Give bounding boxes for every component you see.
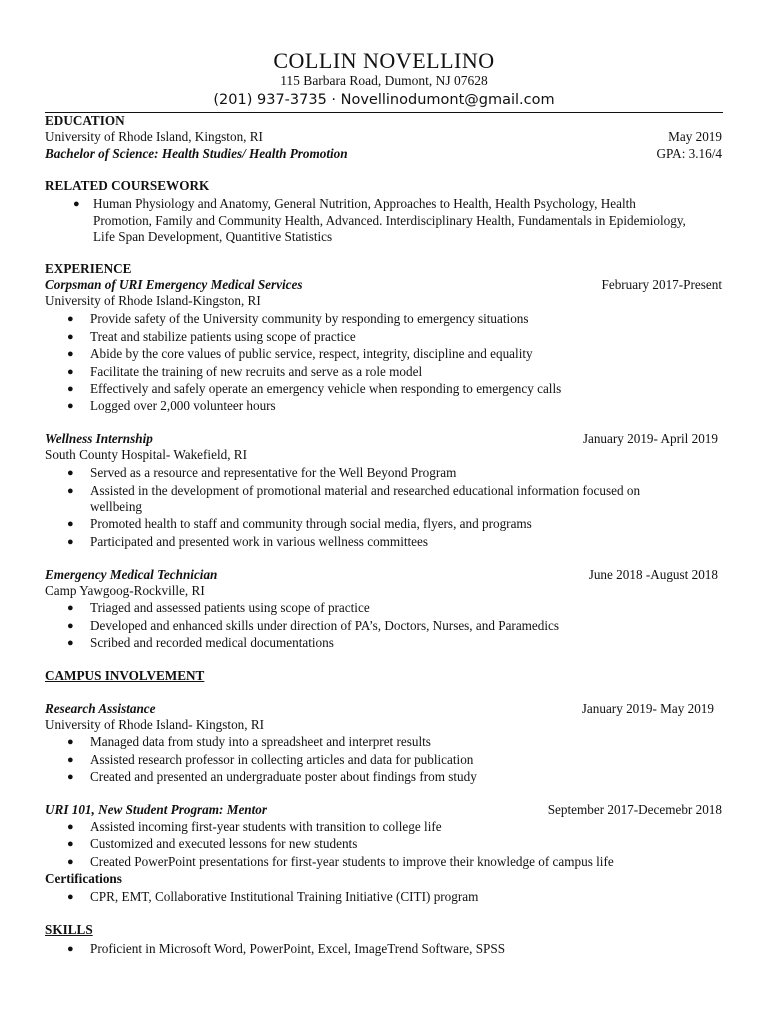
bullet-icon: ●: [67, 536, 74, 548]
job-bullet-continuation: wellbeing: [90, 499, 143, 514]
job-bullet: Facilitate the training of new recruits and serve as a role model: [90, 364, 423, 379]
role-title: Research Assistance: [45, 701, 156, 716]
job-date: June 2018 -August 2018: [588, 567, 718, 582]
job-bullet: Triaged and assessed patients using scope of practice: [90, 600, 370, 615]
job-org: University of Rhode Island-Kingston, RI: [45, 293, 261, 308]
role-bullet: Customized and executed lessons for new students: [90, 836, 358, 851]
coursework-line: Promotion, Family and Community Health, Advanced. Interdisciplinary Health, Fundamentals in Epidemiology,: [93, 213, 686, 228]
header-divider: [45, 112, 723, 113]
job-bullet: Logged over 2,000 volunteer hours: [90, 398, 276, 413]
job-bullet: Participated and presented work in various wellness committees: [90, 534, 429, 549]
role-bullet: Assisted research professor in collecting articles and data for publication: [90, 752, 474, 767]
job-bullet: Effectively and safely operate an emergency vehicle when responding to emergency calls: [90, 381, 562, 396]
bullet-icon: ●: [67, 383, 74, 395]
bullet-icon: ●: [67, 331, 74, 343]
education-gpa: GPA: 3.16/4: [656, 146, 722, 161]
bullet-icon: ●: [73, 198, 80, 210]
bullet-icon: ●: [67, 637, 74, 649]
campus-heading: CAMPUS INVOLVEMENT: [45, 668, 205, 683]
job-bullet: Promoted health to staff and community through social media, flyers, and programs: [90, 516, 532, 531]
bullet-icon: ●: [67, 620, 74, 632]
job-bullet: Provide safety of the University community by responding to emergency situations: [90, 311, 529, 326]
role-title: URI 101, New Student Program: Mentor: [45, 802, 268, 817]
bullet-icon: ●: [67, 313, 74, 325]
role-bullet: Managed data from study into a spreadsheet and interpret results: [90, 734, 431, 749]
role-bullet: Assisted incoming first-year students with transition to college life: [90, 819, 442, 834]
experience-heading: EXPERIENCE: [45, 261, 132, 276]
bullet-icon: ●: [67, 891, 74, 903]
job-title: Wellness Internship: [45, 431, 153, 446]
job-org: South County Hospital- Wakefield, RI: [45, 447, 247, 462]
job-bullet: Scribed and recorded medical documentations: [90, 635, 334, 650]
bullet-icon: ●: [67, 467, 74, 479]
bullet-icon: ●: [67, 943, 74, 955]
job-org: Camp Yawgoog-Rockville, RI: [45, 583, 205, 598]
education-degree: Bachelor of Science: Health Studies/ Health Promotion: [45, 146, 348, 161]
bullet-icon: ●: [67, 771, 74, 783]
skills-heading: SKILLS: [45, 922, 93, 937]
job-title: Corpsman of URI Emergency Medical Services: [45, 277, 303, 292]
address-line: 115 Barbara Road, Dumont, NJ 07628: [280, 73, 488, 88]
job-bullet: Developed and enhanced skills under direction of PA’s, Doctors, Nurses, and Paramedics: [90, 618, 560, 633]
bullet-icon: ●: [67, 821, 74, 833]
bullet-icon: ●: [67, 518, 74, 530]
bullet-icon: ●: [67, 348, 74, 360]
coursework-line: Human Physiology and Anatomy, General Nutrition, Approaches to Health, Health Psychology, Health: [93, 196, 636, 211]
certifications-heading: Certifications: [45, 871, 122, 886]
bullet-icon: ●: [67, 856, 74, 868]
bullet-icon: ●: [67, 838, 74, 850]
job-bullet: Served as a resource and representative for the Well Beyond Program: [90, 465, 457, 480]
job-date: February 2017-Present: [601, 277, 722, 292]
job-bullet: Abide by the core values of public service, respect, integrity, discipline and equality: [90, 346, 533, 361]
coursework-line: Life Span Development, Quantitive Statistics: [93, 229, 333, 244]
role-bullet: Created and presented an undergraduate poster about findings from study: [90, 769, 477, 784]
bullet-icon: ●: [67, 485, 74, 497]
certification-item: CPR, EMT, Collaborative Institutional Training Initiative (CITI) program: [90, 889, 479, 904]
skill-item: Proficient in Microsoft Word, PowerPoint, Excel, ImageTrend Software, SPSS: [90, 941, 506, 956]
resume-name: COLLIN NOVELLINO: [273, 48, 495, 73]
education-heading: EDUCATION: [45, 113, 125, 128]
bullet-icon: ●: [67, 400, 74, 412]
job-bullet: Assisted in the development of promotional material and researched educational information focused on: [90, 483, 641, 498]
job-date: January 2019- April 2019: [582, 431, 718, 446]
role-bullet: Created PowerPoint presentations for first-year students to improve their knowledge of campus life: [90, 854, 614, 869]
job-bullet: Treat and stabilize patients using scope of practice: [90, 329, 356, 344]
bullet-icon: ●: [67, 754, 74, 766]
bullet-icon: ●: [67, 602, 74, 614]
bullet-icon: ●: [67, 366, 74, 378]
role-date: January 2019- May 2019: [581, 701, 714, 716]
education-date: May 2019: [668, 129, 722, 144]
job-title: Emergency Medical Technician: [45, 567, 218, 582]
education-school: University of Rhode Island, Kingston, RI: [45, 129, 263, 144]
bullet-icon: ●: [67, 736, 74, 748]
coursework-heading: RELATED COURSEWORK: [45, 178, 210, 193]
role-org: University of Rhode Island- Kingston, RI: [45, 717, 265, 732]
role-date: September 2017-Decemebr 2018: [547, 802, 722, 817]
contact-line: (201) 937-3735 · Novellinodumont@gmail.com: [213, 92, 555, 108]
